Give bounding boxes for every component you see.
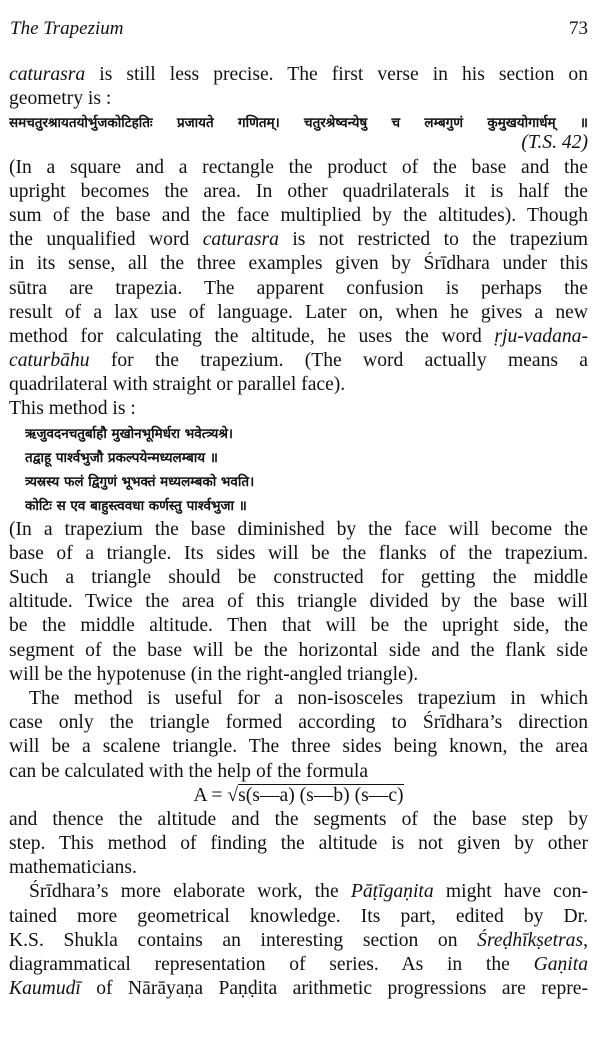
italic-term: caturasra	[202, 229, 279, 251]
text-line: K.S. Shukla contains an interesting section on Śreḍhīkṣetras,	[9, 929, 588, 951]
text-line: altitude. Twice the area of this triangle divided by the base will	[9, 591, 588, 613]
paragraph-method-note	[9, 687, 588, 881]
text-line: geometry is :	[9, 88, 112, 110]
paragraph-intro	[9, 63, 588, 111]
text-line: Kaumudī of Nārāyaṇa Paṇḍita arithmetic progressions are repre-	[9, 978, 588, 1000]
text-line: sūtra are trapezia. The apparent confusion is perhaps the	[9, 277, 588, 299]
text-line: upright becomes the area. In other quadrilaterals it is half the	[9, 180, 588, 202]
running-head	[10, 18, 588, 44]
italic-term: Pāṭīgaṇita	[350, 881, 434, 903]
italic-term: Kaumudī	[9, 978, 81, 1000]
text-line: the unqualified word caturasra is not restricted to the trapezium	[9, 229, 588, 251]
text-line: base of a triangle. Its sides will be the flanks of the trapezium.	[9, 542, 588, 564]
sanskrit-line: तद्वाहू पार्श्वभुजौ प्रकल्पयेन्मध्यलम्बाय ॥	[25, 449, 218, 466]
text-line: in its sense, all the three examples given by Śrīdhara under this	[9, 253, 588, 275]
text-line: caturasra is still less precise. The first verse in his section on	[9, 64, 588, 85]
text-line: will be the hypotenuse (in the right-angled triangle).	[9, 663, 419, 685]
text-line: step. This method of finding the altitude is not given by other	[9, 833, 588, 855]
text-line: method for calculating the altitude, he uses the word ṛju-vadana-	[9, 325, 588, 347]
text-line: The method is useful for a non-isosceles trapezium in which	[29, 687, 588, 709]
running-title: The Trapezium	[10, 18, 124, 39]
text-line: (In a square and a rectangle the product of the base and the	[9, 156, 588, 178]
text-line: Such a triangle should be constructed for getting the middle	[9, 567, 588, 588]
italic-term: Śreḍhīkṣetras	[477, 929, 584, 951]
method-intro: This method is :	[9, 398, 136, 420]
sanskrit-line: ऋजुवदनचतुर्बाहौ मुखोनभूमिर्धरा भवेत्त्र्यश्रे।	[25, 425, 234, 442]
italic-term: caturasra	[9, 64, 86, 85]
text-line: quadrilateral with straight or parallel face).	[9, 374, 346, 396]
text-line: segment of the base will be the horizontal side and the flank side	[9, 639, 588, 661]
italic-term: Gaṇita	[533, 954, 588, 975]
text-line: case only the triangle formed according to Śrīdhara’s direction	[9, 712, 588, 734]
text-line: diagrammatical representation of series. As in the Gaṇita	[9, 954, 588, 975]
page-body	[9, 63, 588, 1001]
italic-term: caturbāhu	[9, 350, 90, 372]
text-line: tained more geometrical knowledge. Its part, edited by Dr.	[9, 905, 588, 927]
paragraph-translation-1	[9, 156, 588, 398]
text-line: be the middle altitude. Then that will be the upright side, the	[9, 615, 588, 637]
radicand: s(s—a) (s—b) (s—c)	[238, 784, 404, 806]
text-line: result of a lax use of language. Later on, when he gives a new	[9, 301, 588, 323]
sanskrit-verse-2	[9, 422, 588, 518]
text-line: Śrīdhara’s more elaborate work, the Pāṭīgaṇita might have con-	[29, 881, 588, 903]
sanskrit-line: कोटिः स एव बाहुस्त्ववधा कर्णस्तु पार्श्वभुजा ॥	[25, 497, 247, 514]
sanskrit-line: समचतुरश्रायतयोर्भुजकोटिहतिः प्रजायते गणितम्। चतुरश्रेष्वन्येषु च लम्बगुणं कुमुखयोगार्धम् ॥	[9, 115, 588, 132]
text-line: can be calculated with the help of the formula	[9, 760, 369, 782]
paragraph-translation-2	[9, 518, 588, 687]
sanskrit-verse-1	[9, 111, 588, 155]
text-line: and thence the altitude and the segments of the base step by	[9, 808, 588, 830]
page-number: 73	[569, 18, 588, 39]
text-line: (In a trapezium the base diminished by the face will become the	[9, 518, 588, 540]
sanskrit-line: त्र्यस्रस्य फलं द्विगुणं भूभक्तं मध्यलम्बको भवति।	[25, 473, 255, 490]
text-line: caturbāhu for the trapezium. (The word actually means a	[9, 350, 588, 372]
text-line: mathematicians.	[9, 857, 137, 879]
verse-citation: (T.S. 42)	[521, 132, 588, 154]
heron-formula: A = √s(s—a) (s—b) (s—c)	[193, 784, 404, 806]
text-line: will be a scalene triangle. The three sides being known, the area	[9, 736, 588, 758]
sqrt-symbol: √	[227, 784, 239, 806]
italic-term: ṛju-vadana-	[494, 325, 588, 347]
paragraph-patiganita	[9, 880, 588, 1001]
text-line: sum of the base and the face multiplied by the altitudes). Though	[9, 204, 588, 226]
